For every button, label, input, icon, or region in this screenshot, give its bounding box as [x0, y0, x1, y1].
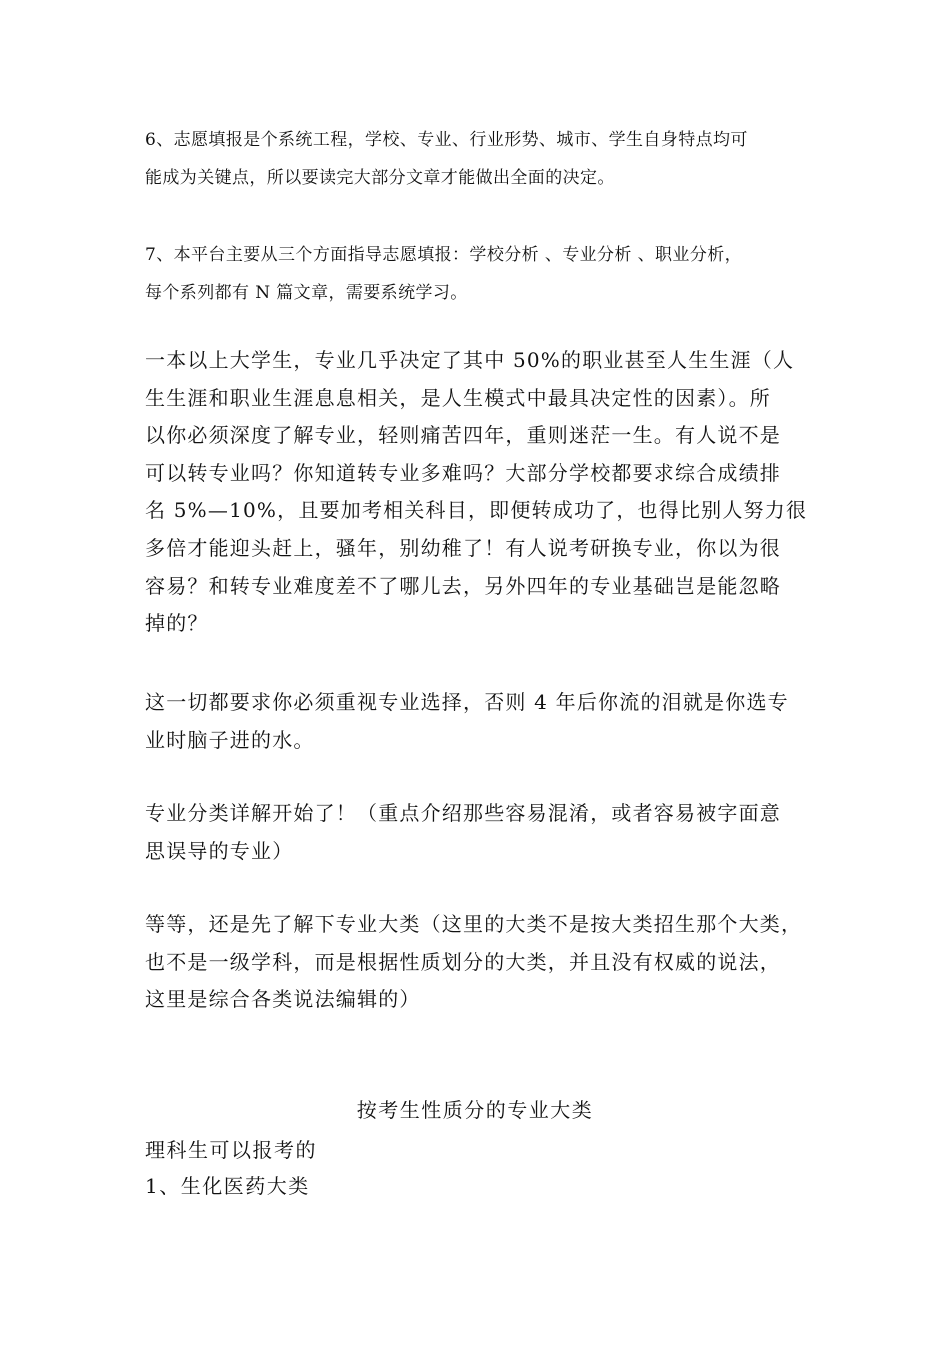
- text-line: 这里是综合各类说法编辑的）: [145, 987, 421, 1012]
- text-line: 可以转专业吗？你知道转专业多难吗？大部分学校都要求综合成绩排: [145, 460, 781, 485]
- item-6-paragraph: [145, 121, 810, 197]
- text-line: 这一切都要求你必须重视专业选择，否则 4 年后你流的泪就是你选专: [145, 690, 789, 714]
- text-line: 6、志愿填报是个系统工程，学校、专业、行业形势、城市、学生自身特点均可: [145, 130, 748, 150]
- subheading: 理科生可以报考的: [145, 1138, 317, 1162]
- text-line: 以你必须深度了解专业，轻则痛苦四年，重则迷茫一生。有人说不是: [145, 423, 781, 448]
- list-item: 1、生化医药大类: [145, 1174, 310, 1198]
- section-heading: 按考生性质分的专业大类: [356, 1098, 594, 1122]
- major-importance-paragraph: [145, 342, 810, 643]
- item-7-paragraph: [145, 236, 810, 312]
- text-line: 名 5%—10%，且要加考相关科目，即便转成功了，也得比别人努力很: [145, 498, 808, 523]
- text-line: 专业分类详解开始了！（重点介绍那些容易混淆，或者容易被字面意: [145, 801, 781, 825]
- text-line: 能成为关键点，所以要读完大部分文章才能做出全面的决定。: [145, 168, 615, 188]
- text-line: 也不是一级学科，而是根据性质划分的大类，并且没有权威的说法，: [145, 949, 781, 974]
- text-line: 7、本平台主要从三个方面指导志愿填报：学校分析 、专业分析 、职业分析，: [145, 245, 743, 265]
- text-line: 掉的？: [145, 611, 209, 636]
- classification-intro-paragraph: [145, 795, 810, 870]
- major-selection-paragraph: [145, 684, 810, 759]
- text-line: 每个系列都有 N 篇文章，需要系统学习。: [145, 283, 468, 303]
- text-line: 思误导的专业）: [145, 838, 294, 863]
- text-line: 业时脑子进的水。: [145, 727, 315, 752]
- category-note-paragraph: [145, 906, 810, 1019]
- text-line: 生生涯和职业生涯息息相关，是人生模式中最具决定性的因素）。所: [145, 385, 771, 410]
- text-line: 容易？和转专业难度差不了哪儿去，另外四年的专业基础岂是能忽略: [145, 573, 781, 598]
- text-line: 多倍才能迎头赶上，骚年，别幼稚了！有人说考研换专业，你以为很: [145, 535, 781, 560]
- text-line: 一本以上大学生，专业几乎决定了其中 50%的职业甚至人生生涯（人: [145, 348, 795, 372]
- text-line: 等等，还是先了解下专业大类（这里的大类不是按大类招生那个大类，: [145, 912, 803, 936]
